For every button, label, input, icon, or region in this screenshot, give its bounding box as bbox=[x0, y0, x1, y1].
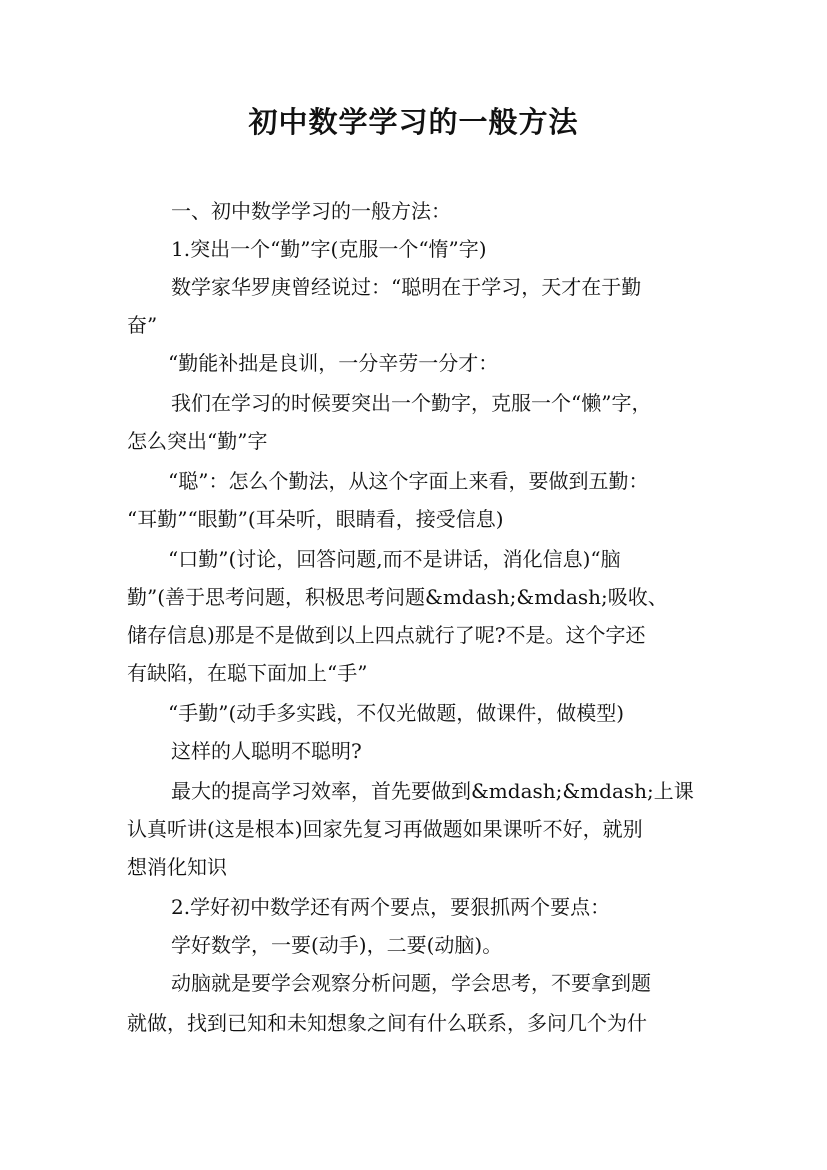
document-title: 初中数学学习的一般方法 bbox=[248, 105, 579, 139]
paragraph-line: 储存信息)那是不是做到以上四点就行了呢?不是。这个字还 bbox=[127, 623, 646, 647]
paragraph-line: “口勤”(讨论，回答问题,而不是讲话，消化信息)“脑 bbox=[168, 547, 621, 571]
paragraph-line: “勤能补拙是良训，一分辛劳一分才： bbox=[168, 351, 499, 375]
paragraph-line: “耳勤”“眼勤”(耳朵听，眼睛看，接受信息) bbox=[127, 507, 504, 531]
paragraph-line: 学好数学，一要(动手)，二要(动脑)。 bbox=[171, 933, 503, 957]
paragraph-line: “聪”：怎么个勤法，从这个字面上来看，要做到五勤： bbox=[168, 469, 649, 493]
paragraph-line: 2.学好初中数学还有两个要点，要狠抓两个要点： bbox=[171, 895, 611, 919]
paragraph-line: 认真听讲(这是根本)回家先复习再做题如果课听不好，就别 bbox=[127, 817, 643, 841]
paragraph-line: 我们在学习的时候要突出一个勤字，克服一个“懒”字， bbox=[171, 391, 652, 415]
paragraph-line: 1.突出一个“勤”字(克服一个“惰”字) bbox=[171, 237, 487, 261]
paragraph-line: 动脑就是要学会观察分析问题，学会思考，不要拿到题 bbox=[171, 971, 651, 995]
paragraph-line: 奋” bbox=[127, 313, 158, 337]
paragraph-line: 想消化知识 bbox=[127, 855, 227, 879]
paragraph-line: 这样的人聪明不聪明? bbox=[171, 739, 362, 763]
paragraph-line: 一、初中数学学习的一般方法： bbox=[171, 199, 451, 223]
paragraph-line: 就做，找到已知和未知想象之间有什么联系，多问几个为什 bbox=[127, 1011, 647, 1035]
paragraph-line: 数学家华罗庚曾经说过：“聪明在于学习，天才在于勤 bbox=[171, 275, 642, 299]
paragraph-line: 勤”(善于思考问题，积极思考问题&mdash;&mdash;吸收、 bbox=[127, 585, 668, 609]
paragraph-line: 最大的提高学习效率，首先要做到&mdash;&mdash;上课 bbox=[171, 779, 694, 803]
paragraph-line: 怎么突出“勤”字 bbox=[127, 429, 268, 453]
paragraph-line: “手勤”(动手多实践，不仅光做题，做课件，做模型) bbox=[168, 701, 625, 725]
paragraph-line: 有缺陷，在聪下面加上“手” bbox=[127, 661, 368, 685]
